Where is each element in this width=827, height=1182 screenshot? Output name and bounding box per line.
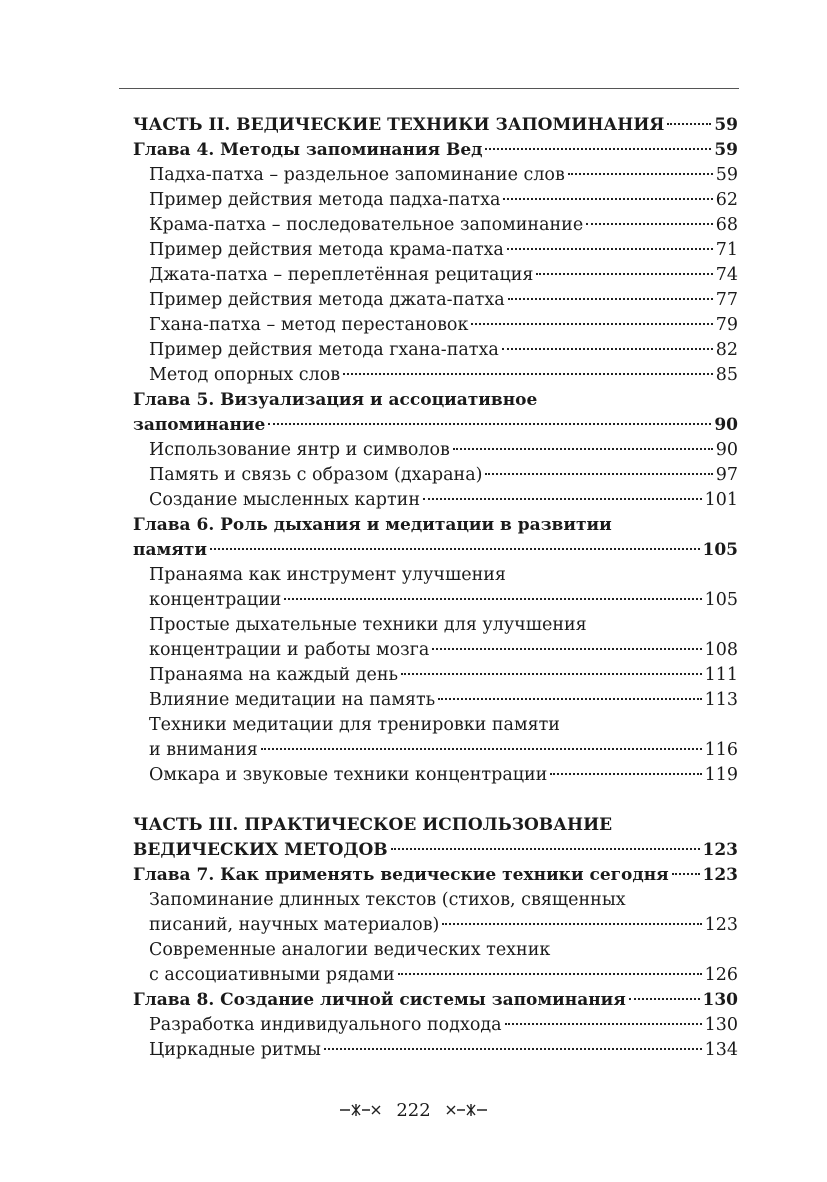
toc-entry-page: 97 xyxy=(715,465,738,485)
section-spacer xyxy=(133,788,738,813)
header-rule xyxy=(119,88,739,89)
toc-entry-title: Глава 7. Как применять ведические техники сегодня xyxy=(133,865,669,885)
toc-entry-title: ВЕДИЧЕСКИХ МЕТОДОВ xyxy=(133,840,388,860)
toc-entry-title: концентрации и работы мозга xyxy=(149,640,430,660)
toc-entry-title: Техники медитации для тренировки памяти xyxy=(149,715,560,735)
toc-heading-entry xyxy=(133,863,738,888)
toc-entry xyxy=(133,638,738,663)
toc-entry-page: 101 xyxy=(704,490,738,510)
toc-entry-title: Глава 8. Создание личной системы запоминания xyxy=(133,990,626,1010)
toc-entry-title: Разработка индивидуального подхода xyxy=(149,1015,502,1035)
dot-leader xyxy=(391,848,700,850)
toc-entry-page: 74 xyxy=(715,265,738,285)
toc-entry xyxy=(133,613,738,638)
toc-entry xyxy=(133,188,738,213)
ornament-left-icon xyxy=(338,1103,382,1117)
toc-entry-page: 123 xyxy=(702,840,738,860)
toc-entry-title: Пример действия метода крама-патха xyxy=(149,240,504,260)
toc-entry xyxy=(133,963,738,988)
table-of-contents xyxy=(133,113,738,1063)
toc-entry-page: 68 xyxy=(715,215,738,235)
toc-entry-page: 119 xyxy=(704,765,738,785)
toc-entry xyxy=(133,888,738,913)
toc-entry-page: 77 xyxy=(715,290,738,310)
dot-leader xyxy=(485,473,712,475)
dot-leader xyxy=(432,648,701,650)
toc-entry xyxy=(133,338,738,363)
dot-leader xyxy=(667,123,711,125)
toc-heading-entry xyxy=(133,513,738,538)
toc-entry-title: Запоминание длинных текстов (стихов, священных xyxy=(149,890,626,910)
dot-leader xyxy=(268,423,711,425)
toc-entry-title: Пранаяма как инструмент улучшения xyxy=(149,565,506,585)
toc-entry xyxy=(133,238,738,263)
toc-entry xyxy=(133,913,738,938)
toc-entry-title: Простые дыхательные техники для улучшения xyxy=(149,615,587,635)
ornament-right-icon xyxy=(445,1103,489,1117)
toc-heading-entry xyxy=(133,813,738,838)
toc-entry-page: 59 xyxy=(714,115,738,135)
dot-leader xyxy=(261,748,702,750)
toc-entry xyxy=(133,713,738,738)
toc-entry-title: Циркадные ритмы xyxy=(149,1040,321,1060)
toc-entry-page: 59 xyxy=(715,165,738,185)
toc-entry-page: 105 xyxy=(702,540,738,560)
toc-entry xyxy=(133,438,738,463)
toc-entry xyxy=(133,363,738,388)
toc-entry xyxy=(133,763,738,788)
toc-entry xyxy=(133,738,738,763)
dot-leader xyxy=(442,923,701,925)
toc-entry-page: 90 xyxy=(714,415,738,435)
dot-leader xyxy=(586,223,713,225)
toc-heading-entry xyxy=(133,538,738,563)
dot-leader xyxy=(324,1048,702,1050)
page-footer xyxy=(0,1095,827,1125)
toc-entry-title: Глава 6. Роль дыхания и медитации в развитии xyxy=(133,515,612,535)
dot-leader xyxy=(438,698,701,700)
toc-entry xyxy=(133,213,738,238)
dot-leader xyxy=(629,998,700,1000)
toc-entry-page: 130 xyxy=(702,990,738,1010)
toc-heading-entry xyxy=(133,838,738,863)
toc-entry-page: 59 xyxy=(714,140,738,160)
toc-entry-page: 105 xyxy=(704,590,738,610)
dot-leader xyxy=(453,448,713,450)
toc-entry xyxy=(133,563,738,588)
dot-leader xyxy=(471,323,712,325)
dot-leader xyxy=(536,273,712,275)
dot-leader xyxy=(505,1023,702,1025)
toc-entry xyxy=(133,663,738,688)
toc-entry-page: 123 xyxy=(704,915,738,935)
dot-leader xyxy=(507,248,713,250)
toc-entry-title: Падха-патха – раздельное запоминание слов xyxy=(149,165,565,185)
dot-leader xyxy=(550,773,701,775)
toc-entry-title: ЧАСТЬ III. ПРАКТИЧЕСКОЕ ИСПОЛЬЗОВАНИЕ xyxy=(133,815,613,835)
toc-entry-page: 71 xyxy=(715,240,738,260)
toc-entry-title: Омкара и звуковые техники концентрации xyxy=(149,765,548,785)
toc-entry xyxy=(133,313,738,338)
toc-entry-page: 126 xyxy=(704,965,738,985)
dot-leader xyxy=(503,198,712,200)
toc-entry xyxy=(133,488,738,513)
toc-heading-entry xyxy=(133,388,738,413)
toc-entry-title: Глава 4. Методы запоминания Вед xyxy=(133,140,483,160)
dot-leader xyxy=(423,498,702,500)
toc-entry xyxy=(133,163,738,188)
toc-entry-title: Современные аналогии ведических техник xyxy=(149,940,551,960)
toc-entry-title: ЧАСТЬ II. ВЕДИЧЕСКИЕ ТЕХНИКИ ЗАПОМИНАНИЯ xyxy=(133,115,665,135)
toc-entry-title: Гхана-патха – метод перестановок xyxy=(149,315,469,335)
toc-entry-page: 82 xyxy=(715,340,738,360)
toc-entry xyxy=(133,588,738,613)
toc-entry-page: 130 xyxy=(704,1015,738,1035)
toc-entry-title: памяти xyxy=(133,540,207,560)
toc-entry-page: 79 xyxy=(715,315,738,335)
toc-entry-page: 108 xyxy=(704,640,738,660)
dot-leader xyxy=(401,673,702,675)
toc-entry-page: 123 xyxy=(702,865,738,885)
toc-entry-title: Создание мысленных картин xyxy=(149,490,421,510)
toc-entry-page: 111 xyxy=(704,665,738,685)
toc-entry-title: Пример действия метода падха-патха xyxy=(149,190,501,210)
toc-entry xyxy=(133,288,738,313)
toc-heading-entry xyxy=(133,988,738,1013)
toc-entry-title: Пранаяма на каждый день xyxy=(149,665,399,685)
dot-leader xyxy=(210,548,700,550)
toc-entry-title: концентрации xyxy=(149,590,282,610)
dot-leader xyxy=(502,348,713,350)
toc-heading-entry xyxy=(133,413,738,438)
toc-entry xyxy=(133,688,738,713)
dot-leader xyxy=(398,973,702,975)
toc-entry xyxy=(133,938,738,963)
toc-entry-title: Метод опорных слов xyxy=(149,365,341,385)
toc-entry-title: Глава 5. Визуализация и ассоциативное xyxy=(133,390,538,410)
page-number: 222 xyxy=(396,1099,431,1121)
dot-leader xyxy=(284,598,701,600)
toc-entry xyxy=(133,263,738,288)
toc-entry-page: 62 xyxy=(715,190,738,210)
toc-entry-title: Крама-патха – последовательное запоминание xyxy=(149,215,584,235)
toc-entry-title: Пример действия метода гхана-патха xyxy=(149,340,499,360)
toc-entry-title: Влияние медитации на память xyxy=(149,690,436,710)
toc-entry-page: 85 xyxy=(715,365,738,385)
dot-leader xyxy=(568,173,713,175)
toc-entry-title: запоминание xyxy=(133,415,266,435)
toc-entry-page: 113 xyxy=(704,690,738,710)
dot-leader xyxy=(508,298,713,300)
toc-entry-title: писаний, научных материалов) xyxy=(149,915,440,935)
toc-heading-entry xyxy=(133,113,738,138)
toc-entry-page: 90 xyxy=(715,440,738,460)
toc-entry-title: Использование янтр и символов xyxy=(149,440,450,460)
toc-entry xyxy=(133,1038,738,1063)
toc-entry-page: 134 xyxy=(704,1040,738,1060)
toc-heading-entry xyxy=(133,138,738,163)
toc-entry-title: и внимания xyxy=(149,740,258,760)
toc-entry xyxy=(133,463,738,488)
toc-entry xyxy=(133,1013,738,1038)
dot-leader xyxy=(672,873,700,875)
toc-entry-page: 116 xyxy=(704,740,738,760)
dot-leader xyxy=(485,148,711,150)
toc-entry-title: с ассоциативными рядами xyxy=(149,965,395,985)
toc-entry-title: Пример действия метода джата-патха xyxy=(149,290,505,310)
toc-entry-title: Память и связь с образом (дхарана) xyxy=(149,465,483,485)
toc-entry-title: Джата-патха – переплетённая рецитация xyxy=(149,265,534,285)
dot-leader xyxy=(343,373,713,375)
